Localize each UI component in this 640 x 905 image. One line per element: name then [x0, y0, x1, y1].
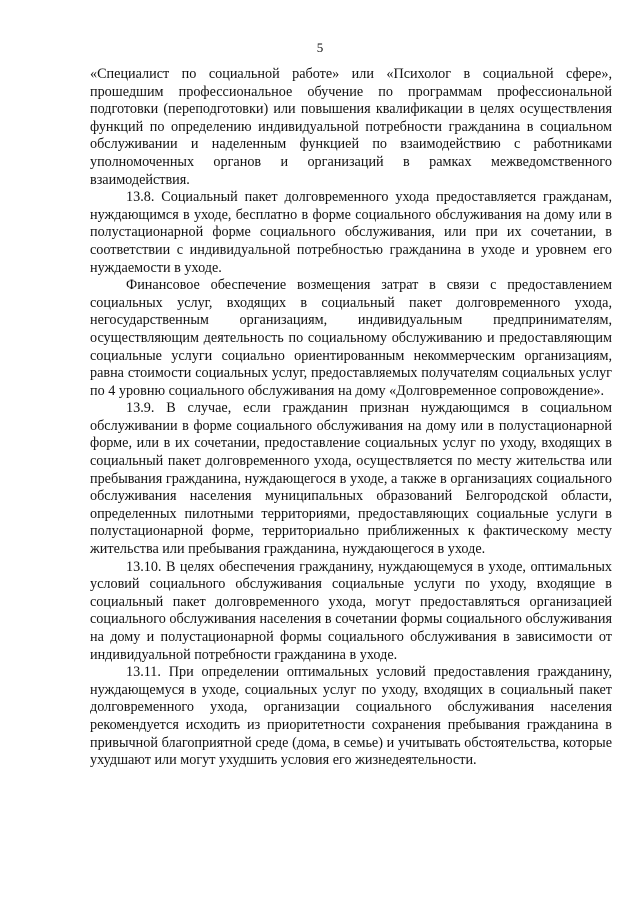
paragraph-13-11: 13.11. При определении оптимальных условий предоставления гражданину, нуждающемуся в уходе, социальных услуг по уходу, входящих в социальный пакет долговременного ухода, организации социального обслуживания населения рекомендуется исходить из приоритетности сохранения пребывания гражданина в привычной благоприятной среде (дома, в семье) и учитывать обстоятельства, которые ухудшают или могут ухудшить условия его жизнедеятельности. — [90, 664, 612, 769]
paragraph-13-9: 13.9. В случае, если гражданин признан нуждающимся в социальном обслуживании в форме социального обслуживания на дому или в полустационарной форме, или в их сочетании, предоставление социальных услуг по уходу, входящих в социальный пакет долговременного ухода, осуществляется по месту жительства или пребывания гражданина, нуждающегося в уходе, а также в организациях социального обслуживания населения муниципальных образований Белгородской области, определенных пилотными территориями, предоставляющих социальные услуги в полустационарной форме, территориально приближенных к фактическому месту жительства или пребывания гражданина, нуждающегося в уходе. — [90, 400, 612, 558]
paragraph-financing: Финансовое обеспечение возмещения затрат в связи с предоставлением социальных услуг, входящих в социальный пакет долговременного ухода, негосударственным организациям, индивидуальным предпринимателям, осуществляющим деятельность по социальному обслуживанию и предоставляющим социальные услуги социально ориентированным некоммерческим организациям, равна стоимости социальных услуг, предоставляемых получателям социальных услуг по 4 уровню социального обслуживания на дому «Долговременное сопровождение». — [90, 277, 612, 399]
page-number: 5 — [316, 40, 324, 55]
document-body — [90, 66, 612, 770]
paragraph-13-8: 13.8. Социальный пакет долговременного ухода предоставляется гражданам, нуждающимся в уходе, бесплатно в форме социального обслуживания на дому или в полустационарной форме социального обслуживания, или при их сочетании, в соответствии с индивидуальной потребностью гражданина в уходе и уровнем его нуждаемости в уходе. — [90, 189, 612, 276]
paragraph-13-10: 13.10. В целях обеспечения гражданину, нуждающемуся в уходе, оптимальных условий социального обслуживания социальные услуги по уходу, входящие в социальный пакет долговременного ухода, могут предоставляться организацией социального обслуживания населения в сочетании формы социального обслуживания на дому и полустационарной формы социального обслуживания в зависимости от индивидуальной потребности гражданина в уходе. — [90, 558, 612, 663]
paragraph-specialist-continuation: «Специалист по социальной работе» или «Психолог в социальной сфере», прошедшим профессиональное обучение по программам профессиональной подготовки (переподготовки) или повышения квалификации в целях осуществления функций по определению индивидуальной потребности гражданина в социальном обслуживании и наделенным функцией по взаимодействию с работниками уполномоченных органов и организаций в рамках межведомственного взаимодействия. — [90, 66, 612, 188]
